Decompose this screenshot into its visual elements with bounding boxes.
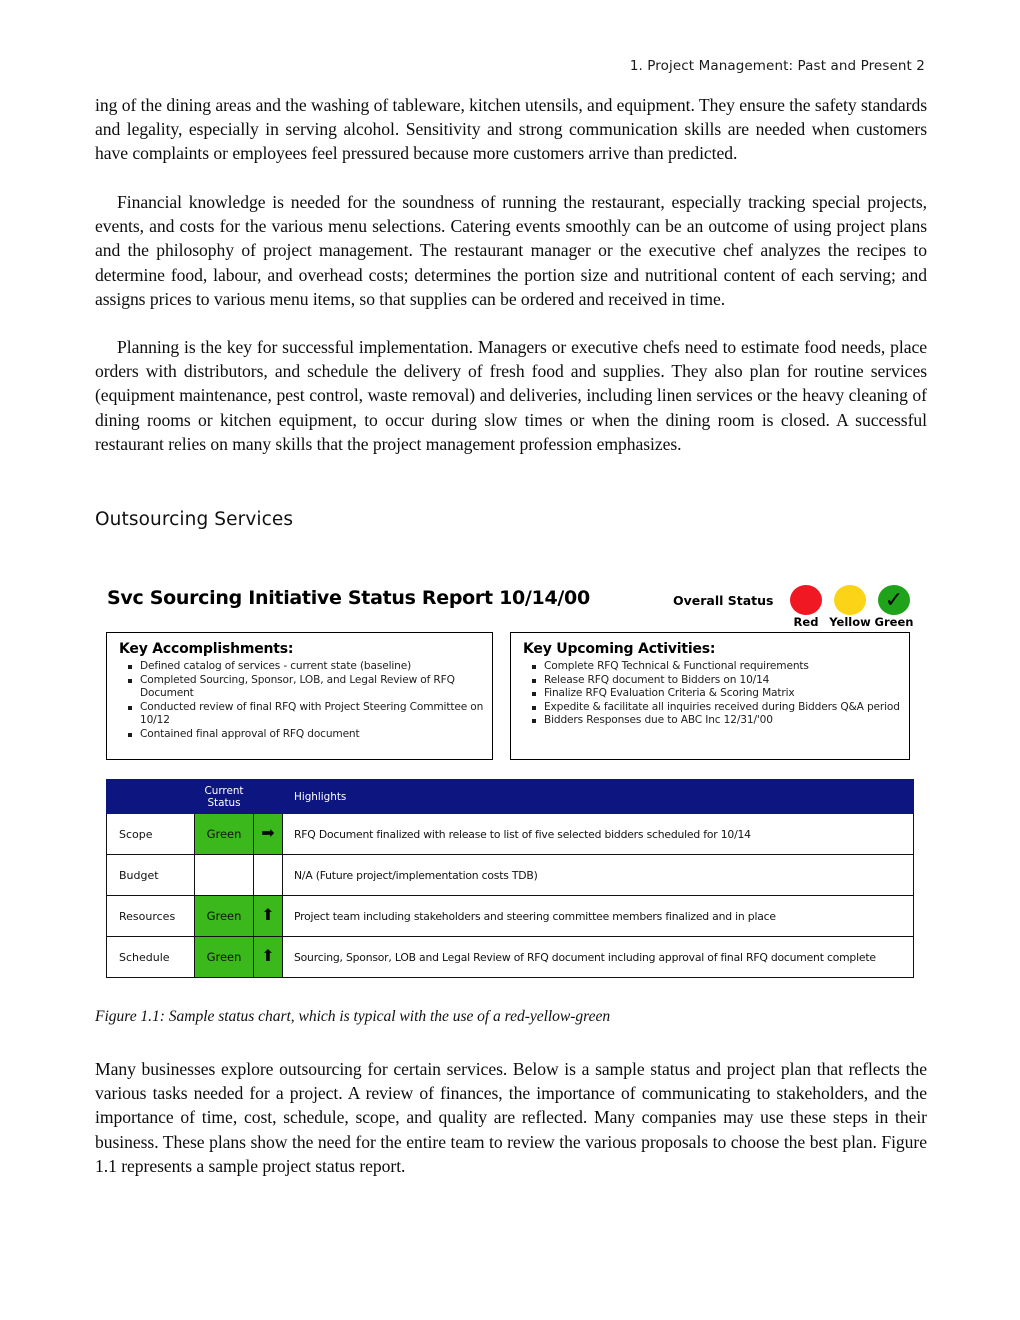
column-header-highlights: Highlights (283, 780, 914, 814)
figure-status-chart (95, 575, 925, 990)
row-label-budget: Budget (107, 855, 195, 896)
body-paragraph-3: Planning is the key for successful implementation. Managers or executive chefs need to estimate food needs, place orders with distributors, and schedule the delivery of fresh food and supplies. They also plan for routine services (equipment maintenance, pest control, waste removal) and deliveries, including linen services or the heavy cleaning of dining rooms or kitchen equipment, to occur during slow times or when the dining room is closed. A successful restaurant relies on many skills that the project management profession emphasizes. (95, 337, 927, 454)
table-row (107, 814, 914, 855)
table-row (107, 896, 914, 937)
table-row (107, 937, 914, 978)
list-item: Completed Sourcing, Sponsor, LOB, and Legal Review of RFQ Document (127, 674, 484, 701)
overall-status-label: Overall Status (673, 593, 774, 608)
row-label-schedule: Schedule (107, 937, 195, 978)
body-paragraph-1: ing of the dining areas and the washing of tableware, kitchen utensils, and equipment. They ensure the safety standards and legality, especially in serving alcohol. Sensitivity and strong communication skills are needed when customers have complaints or employees feel pressured because more customers arrive than predicted. (95, 95, 927, 164)
trend-cell-empty (254, 855, 283, 896)
row-label-resources: Resources (107, 896, 195, 937)
legend-item-yellow (829, 585, 871, 629)
running-header: 1. Project Management: Past and Present 2 (629, 58, 925, 74)
status-legend (785, 585, 925, 637)
red-check-icon (790, 585, 822, 615)
arrow-glyph: ➡ (261, 825, 275, 842)
checkmark-icon: ✓ (884, 587, 904, 613)
list-item: Finalize RFQ Evaluation Criteria & Scoring Matrix (531, 687, 901, 701)
list-item: Release RFQ document to Bidders on 10/14 (531, 674, 901, 688)
status-table (106, 779, 914, 978)
key-accomplishments-title: Key Accomplishments: (119, 641, 294, 657)
key-upcoming-activities-list (511, 660, 909, 728)
column-header-trend (254, 780, 283, 814)
yellow-check-icon (834, 585, 866, 615)
figure-caption: Figure 1.1: Sample status chart, which is typical with the use of a red-yellow-green (95, 1008, 611, 1025)
green-status-icon (878, 585, 910, 615)
key-upcoming-activities-box (510, 632, 910, 760)
list-item: Bidders Responses due to ABC Inc 12/31/'00 (531, 714, 901, 728)
table-row (107, 855, 914, 896)
section-heading-outsourcing-services: Outsourcing Services (95, 509, 294, 530)
list-item: Expedite & facilitate all inquiries received during Bidders Q&A period (531, 701, 901, 715)
body-paragraph-4: Many businesses explore outsourcing for certain services. Below is a sample status and project plan that reflects the various tasks needed for a project. A review of finances, the importance of communicating to stakeholders, and the importance of time, cost, schedule, scope, and quality are reflected. Many companies may use these steps in their business. These plans show the need for the entire team to review the various proposals to choose the best plan. Figure 1.1 represents a sample project status report. (95, 1059, 927, 1176)
status-table-body (107, 814, 914, 978)
list-item: Conducted review of final RFQ with Project Steering Committee on 10/12 (127, 701, 484, 728)
arrow-glyph: ⬆ (261, 948, 275, 965)
row-highlight: Project team including stakeholders and steering committee members finalized and in place (283, 896, 914, 937)
yellow-status-icon (834, 585, 866, 615)
legend-label-red: Red (793, 615, 819, 629)
status-badge: Green (195, 814, 254, 855)
legend-label-yellow: Yellow (829, 615, 871, 629)
column-header-current-status: Current Status (195, 780, 254, 814)
up-arrow-icon (254, 937, 283, 978)
body-paragraph-2: Financial knowledge is needed for the soundness of running the restaurant, especially tracking special projects, events, and costs for the various menu selections. Catering events smoothly can be an outcome of using project plans and the philosophy of project management. The restaurant manager or the executive chef analyzes the recipes to determine food, labour, and overhead costs; determines the portion size and nutritional content of each serving; and assigns prices to various menu items, so that supplies can be ordered and received in time. (95, 192, 927, 309)
row-label-scope: Scope (107, 814, 195, 855)
right-arrow-icon (254, 814, 283, 855)
status-report-title: Svc Sourcing Initiative Status Report 10/14/00 (107, 587, 590, 609)
row-highlight: N/A (Future project/implementation costs TDB) (283, 855, 914, 896)
key-upcoming-activities-title: Key Upcoming Activities: (523, 641, 716, 657)
status-badge: Green (195, 896, 254, 937)
key-accomplishments-list (107, 660, 492, 742)
row-highlight: Sourcing, Sponsor, LOB and Legal Review of RFQ document including approval of final RFQ document complete (283, 937, 914, 978)
red-status-icon (790, 585, 822, 615)
list-item: Defined catalog of services - current state (baseline) (127, 660, 484, 674)
list-item: Contained final approval of RFQ document (127, 728, 484, 742)
table-header-row (107, 780, 914, 814)
status-badge: Green (195, 937, 254, 978)
list-item: Complete RFQ Technical & Functional requirements (531, 660, 901, 674)
up-arrow-icon (254, 896, 283, 937)
row-highlight: RFQ Document finalized with release to list of five selected bidders scheduled for 10/14 (283, 814, 914, 855)
key-accomplishments-box (106, 632, 493, 760)
legend-item-green (873, 585, 915, 629)
legend-label-green: Green (874, 615, 914, 629)
arrow-glyph: ⬆ (261, 907, 275, 924)
status-table-header (107, 780, 914, 814)
legend-item-red (785, 585, 827, 629)
column-header-category (107, 780, 195, 814)
status-badge (195, 855, 254, 896)
